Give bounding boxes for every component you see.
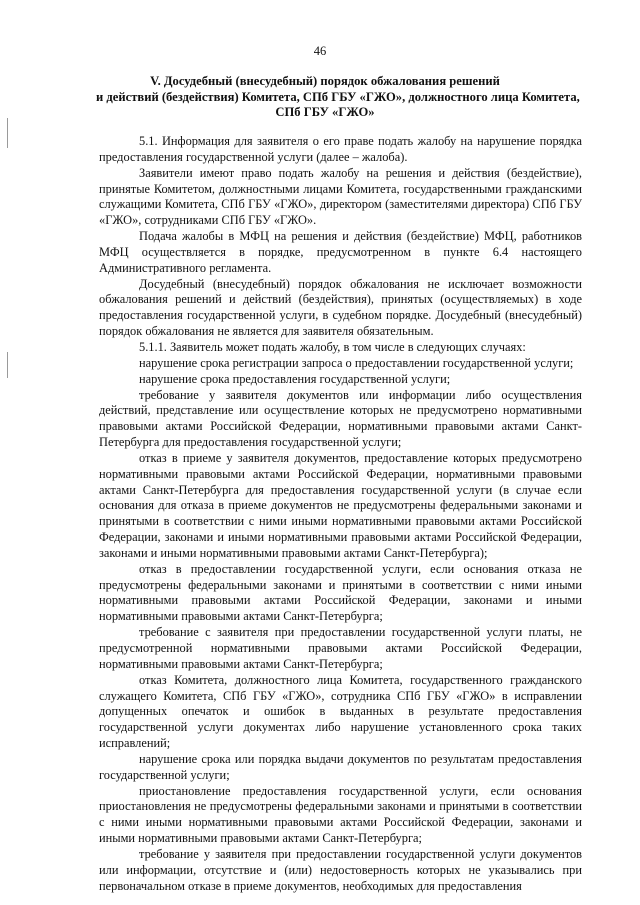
paragraph: 5.1. Информация для заявителя о его праве подать жалобу на нарушение порядка предоставления государственной услуги (далее – жалоба). [99,134,582,164]
heading-line: и действий (бездействия) Комитета, СПб ГБУ «ГЖО», должностного лица Комитета, [96,89,580,104]
list-item: требование с заявителя при предоставлении государственной услуги платы, не предусмотренной нормативными правовыми актами Российской Федерации, нормативными правовыми актами Санкт-Петербурга; [99,625,582,671]
paragraph: 5.1.1. Заявитель может подать жалобу, в том числе в следующих случаях: [139,339,526,354]
list-item: нарушение срока регистрации запроса о предоставлении государственной услуги; [139,355,574,370]
list-item: требование у заявителя документов или информации либо осуществления действий, представление или осуществление которых не предусмотрено нормативными правовыми актами Российской Федерации, нормативными правовыми актами Санкт-Петербурга для предоставления государственной услуги; [99,387,582,450]
heading-line: СПб ГБУ «ГЖО» [275,105,375,120]
scan-edge-mark [7,118,8,148]
list-item: отказ Комитета, должностного лица Комитета, государственного гражданского служащего Комитета, СПб ГБУ «ГЖО», сотрудника СПб ГБУ «ГЖО» в исправлении допущенных опечаток и ошибок в выданных в результате предоставления государственной услуги документах либо нарушение установленного срока таких исправлений; [99,672,582,751]
paragraph: Подача жалобы в МФЦ на решения и действия (бездействие) МФЦ, работников МФЦ осуществляется в порядке, предусмотренном в пункте 6.4 настоящего Административного регламента. [99,229,582,275]
page-number: 46 [313,44,327,58]
section-heading [96,74,580,121]
list-item: требование у заявителя при предоставлении государственной услуги документов или информации, отсутствие и (или) недостоверность которых не указывались при первоначальном отказе в приеме документов, необходимых для предоставления [99,846,582,893]
list-item: отказ в приеме у заявителя документов, предоставление которых предусмотрено нормативными правовыми актами Российской Федерации, нормативными правовыми актами Санкт-Петербурга для предоставления государственной услуги (в случае если основания для отказа в приеме документов не предусмотрены федеральными законами и принятыми в соответствии с ними иными нормативными правовыми актами Российской Федерации, законами и иными нормативными правовыми актами Российской Федерации, законами и иными нормативными правовыми актами Санкт-Петербурга); [99,450,582,560]
list-item: нарушение срока или порядка выдачи документов по результатам предоставления государственной услуги; [99,751,582,782]
paragraph: Заявители имеют право подать жалобу на решения и действия (бездействие), принятые Комитетом, должностными лицами Комитета, государственными гражданскими служащими Комитета, СПб ГБУ «ГЖО», директором (заместителями директора) СПб ГБУ «ГЖО», сотрудниками СПб ГБУ «ГЖО». [99,165,582,228]
list-item: нарушение срока предоставления государственной услуги; [139,371,451,386]
list-item: приостановление предоставления государственной услуги, если основания приостановления не предусмотрены федеральными законами и принятыми в соответствии с ними иными нормативными правовыми актами Российской Федерации, законами и иными нормативными правовыми актами Санкт-Петербурга; [99,783,582,846]
list-item: отказ в предоставлении государственной услуги, если основания отказа не предусмотрены федеральными законами и принятыми в соответствии с ними иными нормативными правовыми актами Российской Федерации, законами и иными нормативными правовыми актами Санкт-Петербурга; [99,561,582,624]
heading-line: V. Досудебный (внесудебный) порядок обжалования решений [150,74,500,88]
document-body [99,134,582,895]
scan-edge-mark [7,352,8,378]
paragraph: Досудебный (внесудебный) порядок обжалования не исключает возможности обжалования решений и действий (бездействия), принятых (осуществляемых) в ходе предоставления государственной услуги, в судебном порядке. Досудебный (внесудебный) порядок обжалования не является для заявителя обязательным. [99,276,582,339]
